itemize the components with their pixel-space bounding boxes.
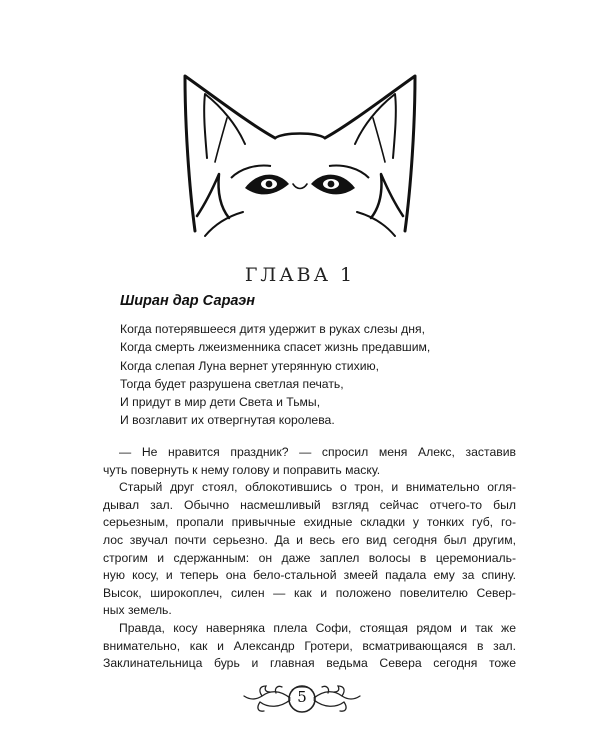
text-line: Заклинательница бурь и главная ведьма Севера сегодня тоже [103, 656, 516, 671]
epigraph-poem [120, 320, 520, 430]
text-line: внимательно, как и Александр Гротери, всматривающаяся в зал. [103, 638, 516, 653]
text-line: Старый друг стоял, облокотившись о трон, и внимательно огля- [119, 480, 516, 495]
text-line: — Не нравится праздник? — спросил меня Алекс, заставив [119, 445, 516, 459]
text-line: дывал зал. Обычно насмешливый взгляд сейчас отчего-то был [103, 497, 516, 512]
text-line: серьезным, пропали привычные ехидные складки у тонких губ, го- [103, 515, 516, 530]
poem-line: И возглавит их отвергнутая королева. [120, 413, 335, 428]
text-line: ных земель. [103, 603, 172, 618]
wolf-head-icon [175, 66, 425, 246]
page-number: 5 [297, 688, 307, 706]
chapter-title: ГЛАВА 1 [244, 263, 356, 286]
text-line: чуть повернуть к нему голову и поправить маску. [103, 462, 381, 477]
text-line: ную косу, и теперь она бело-стальной змеей падала ему за спину. [103, 568, 516, 583]
text-line: строгим и сдержанным: он даже заплел волосы в церемониаль- [103, 550, 516, 565]
chapter-subheading: Ширан дар Сараэн [120, 293, 256, 309]
poem-line: Когда смерть лжеизменника спасет жизнь предавшим, [120, 340, 431, 355]
poem-line: Тогда будет разрушена светлая печать, [120, 376, 344, 391]
body-text [103, 444, 516, 673]
poem-line: Когда слепая Луна вернет утерянную стихию, [120, 358, 380, 373]
text-line: лос звучал почти серьезно. Да и весь его вид сегодня был другим, [103, 532, 516, 547]
text-line: Правда, косу наверняка плела Софи, стоящая рядом и так же [119, 620, 516, 635]
poem-line: Когда потерявшееся дитя удержит в руках слезы дня, [120, 322, 426, 336]
poem-line: И придут в мир дети Света и Тьмы, [120, 395, 321, 410]
text-line: Высок, широкоплеч, силен — как и положено повелителю Север- [103, 585, 516, 600]
